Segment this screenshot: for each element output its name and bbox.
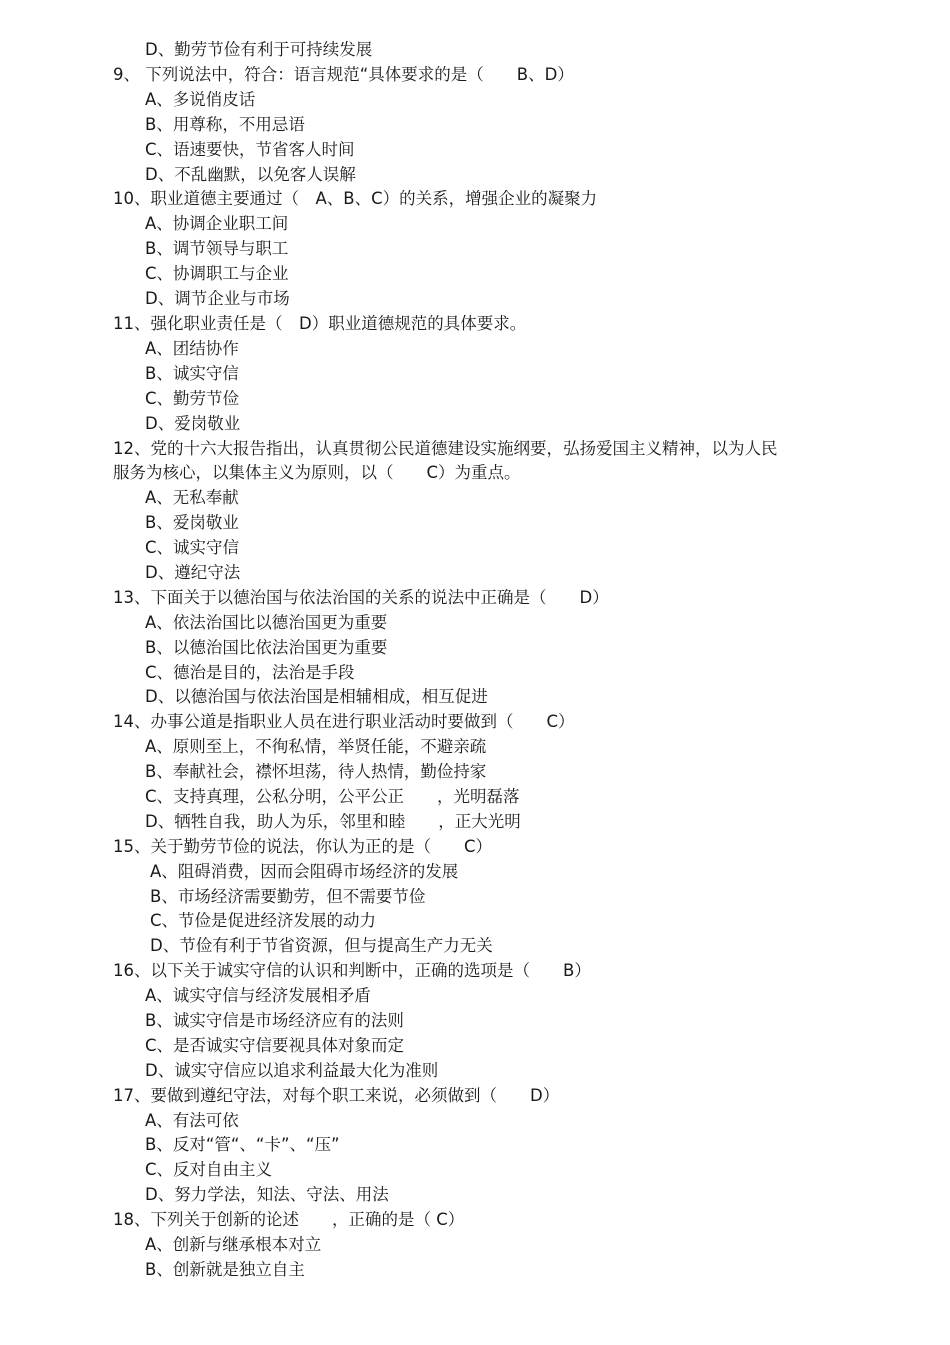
option-line: B、爱岗敬业 [145,513,239,532]
option-line: C、支持真理，公私分明，公平公正 ，光明磊落 [145,787,520,806]
option-line: B、调节领导与职工 [145,239,289,258]
question-line: 服务为核心，以集体主义为原则，以（ C）为重点。 [113,463,521,482]
option-line: A、协调企业职工间 [145,214,289,233]
question-line: 10、职业道德主要通过（ A、B、C）的关系，增强企业的凝聚力 [113,189,598,208]
option-line: D、节俭有利于节省资源，但与提高生产力无关 [150,936,493,955]
question-line: 16、以下关于诚实守信的认识和判断中，正确的选项是（ B） [113,961,591,980]
option-line: A、创新与继承根本对立 [145,1235,322,1254]
option-line: D、以德治国与依法治国是相辅相成，相互促进 [145,687,488,706]
option-line: C、语速要快，节省客人时间 [145,140,355,159]
option-line: B、创新就是独立自主 [145,1260,305,1279]
question-line: 9、 下列说法中，符合：语言规范“具体要求的是（ B、D） [113,65,574,84]
option-line: B、诚实守信 [145,364,239,383]
option-line: C、节俭是促进经济发展的动力 [150,911,377,930]
question-line: 13、下面关于以德治国与依法治国的关系的说法中正确是（ D） [113,588,609,607]
question-line: 11、强化职业责任是（ D）职业道德规范的具体要求。 [113,314,527,333]
option-line: D、调节企业与市场 [145,289,290,308]
option-line: D、牺牲自我，助人为乐，邻里和睦 ，正大光明 [145,812,521,831]
option-line: D、诚实守信应以追求利益最大化为准则 [145,1061,439,1080]
option-line: C、勤劳节俭 [145,389,240,408]
option-line: B、用尊称，不用忌语 [145,115,305,134]
option-line: C、德治是目的，法治是手段 [145,663,355,682]
question-line: 18、下列关于创新的论述 ，正确的是（ C） [113,1210,465,1229]
option-line: D、遵纪守法 [145,563,241,582]
option-line: C、协调职工与企业 [145,264,289,283]
option-line: B、市场经济需要勤劳，但不需要节俭 [150,887,426,906]
option-line: B、奉献社会，襟怀坦荡，待人热情，勤俭持家 [145,762,487,781]
option-line: D、爱岗敬业 [145,414,241,433]
option-line: A、团结协作 [145,339,239,358]
option-line: A、有法可依 [145,1111,239,1130]
option-line: D、不乱幽默，以免客人误解 [145,165,356,184]
option-line: A、原则至上，不徇私情，举贤任能，不避亲疏 [145,737,487,756]
option-line: C、是否诚实守信要视具体对象而定 [145,1036,405,1055]
option-line: A、无私奉献 [145,488,239,507]
option-line: C、诚实守信 [145,538,240,557]
option-line: B、反对“管“、“卡”、“压” [145,1135,340,1154]
question-line: 14、办事公道是指职业人员在进行职业活动时要做到（ C） [113,712,575,731]
option-line: A、多说俏皮话 [145,90,256,109]
option-line: D、努力学法，知法、守法、用法 [145,1185,389,1204]
option-line: A、阻碍消费，因而会阻碍市场经济的发展 [150,862,459,881]
option-line: C、反对自由主义 [145,1160,273,1179]
question-line: 17、要做到遵纪守法，对每个职工来说，必须做到（ D） [113,1086,560,1105]
question-line: 15、关于勤劳节俭的说法，你认为正的是（ C） [113,837,493,856]
option-line: B、诚实守信是市场经济应有的法则 [145,1011,404,1030]
option-line: A、诚实守信与经济发展相矛盾 [145,986,371,1005]
option-line: D、勤劳节俭有利于可持续发展 [145,40,373,59]
option-line: B、以德治国比依法治国更为重要 [145,638,388,657]
option-line: A、依法治国比以德治国更为重要 [145,613,388,632]
question-line: 12、党的十六大报告指出，认真贯彻公民道德建设实施纲要，弘扬爱国主义精神，以为人民 [113,439,778,458]
